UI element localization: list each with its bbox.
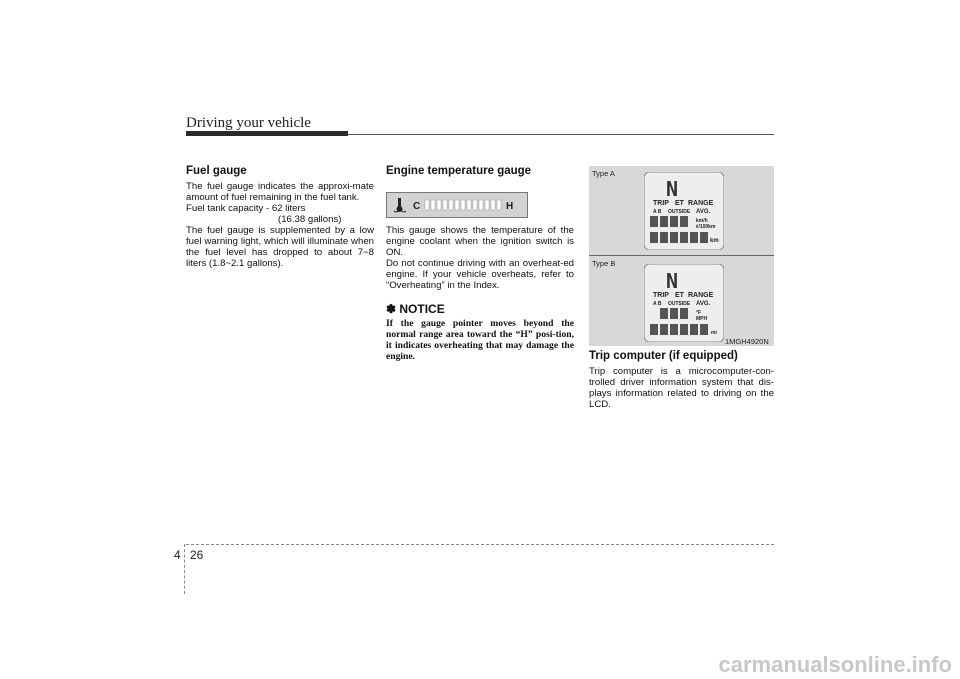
type-b-label: Type B bbox=[592, 259, 616, 268]
trip-computer-section bbox=[589, 350, 774, 410]
notice-title: ✽ NOTICE bbox=[386, 302, 445, 316]
lcd-a-gear: N bbox=[666, 177, 679, 201]
gauge-cold-label: C bbox=[413, 201, 421, 212]
lcd-b-avg: AVG. bbox=[696, 301, 711, 307]
fuel-capacity-gallons: (16.38 gallons) bbox=[278, 214, 342, 225]
watermark: carmanualsonline.info bbox=[718, 652, 952, 677]
engine-temp-para2: Do not continue driving with an overheat-ed engine. If your vehicle overheats, refer to “Overheating” in the Index. bbox=[386, 258, 574, 291]
lcd-a-range: RANGE bbox=[688, 200, 714, 207]
trip-computer-heading: Trip computer (if equipped) bbox=[589, 350, 738, 362]
temp-gauge-image bbox=[386, 192, 528, 218]
gauge-hot-label: H bbox=[506, 201, 514, 212]
temp-gauge-graphic bbox=[387, 193, 527, 217]
notice-body: If the gauge pointer moves beyond the normal range area toward the “H” posi-tion, it indicates overheating that may damage the engine. bbox=[386, 318, 574, 362]
trip-computer-body: Trip computer is a microcomputer-con-trolled driver information system that dis-plays information related to driving on the LCD. bbox=[589, 366, 774, 410]
lcd-a-ab: A B bbox=[653, 209, 662, 215]
lcd-b-outside: OUTSIDE bbox=[668, 301, 691, 307]
lcd-type-b bbox=[644, 264, 724, 342]
page-number: 26 bbox=[190, 548, 204, 562]
lcd-b-trip: TRIP bbox=[653, 292, 669, 299]
header-bar bbox=[186, 131, 348, 136]
engine-temp-para1: This gauge shows the temperature of the engine coolant when the ignition switch is ON. bbox=[386, 225, 574, 258]
lcd-b-range: RANGE bbox=[688, 292, 714, 299]
section-number: 4 bbox=[174, 548, 181, 562]
lcd-a-kmh: km/h bbox=[696, 218, 708, 224]
lcd-a-outside: OUTSIDE bbox=[668, 209, 691, 215]
lcd-b-mph: MPH bbox=[696, 316, 708, 322]
engine-temp-body bbox=[386, 225, 574, 362]
type-a-label: Type A bbox=[592, 169, 615, 178]
lcd-a-l100: ℓ/100km bbox=[696, 224, 716, 230]
fuel-gauge-heading: Fuel gauge bbox=[186, 165, 247, 177]
lcd-b-gear: N bbox=[666, 269, 679, 293]
lcd-b-et: ET bbox=[675, 292, 684, 299]
lcd-b-ab: A B bbox=[653, 301, 662, 307]
fuel-capacity: Fuel tank capacity - 62 liters bbox=[186, 203, 306, 214]
lcd-a-et: ET bbox=[675, 200, 684, 207]
fuel-gauge-section bbox=[186, 165, 374, 269]
engine-temp-heading: Engine temperature gauge bbox=[386, 165, 532, 177]
image-code: 1MGH4920N bbox=[725, 337, 769, 346]
lcd-a-avg: AVG. bbox=[696, 209, 711, 215]
fuel-intro: The fuel gauge indicates the approxi-mate amount of fuel remaining in the fuel tank. bbox=[186, 181, 374, 203]
page-header-title: Driving your vehicle bbox=[186, 115, 311, 131]
lcd-b-mi: mi bbox=[711, 330, 717, 336]
lcd-type-a bbox=[644, 172, 724, 250]
header-rule bbox=[348, 134, 774, 135]
lcd-b-f: °F bbox=[696, 310, 702, 316]
engine-temp-section bbox=[386, 165, 574, 177]
footer-vertical-rule bbox=[184, 544, 185, 594]
lcd-a-trip: TRIP bbox=[653, 200, 669, 207]
fuel-supplement: The fuel gauge is supplemented by a low fuel warning light, which will illuminate when the fuel level has dropped to about 7~8 liters (1.8~2.1 gallons). bbox=[186, 225, 374, 269]
lcd-a-km: km bbox=[710, 238, 719, 244]
lcd-divider bbox=[589, 255, 774, 256]
footer-rule bbox=[186, 544, 774, 545]
